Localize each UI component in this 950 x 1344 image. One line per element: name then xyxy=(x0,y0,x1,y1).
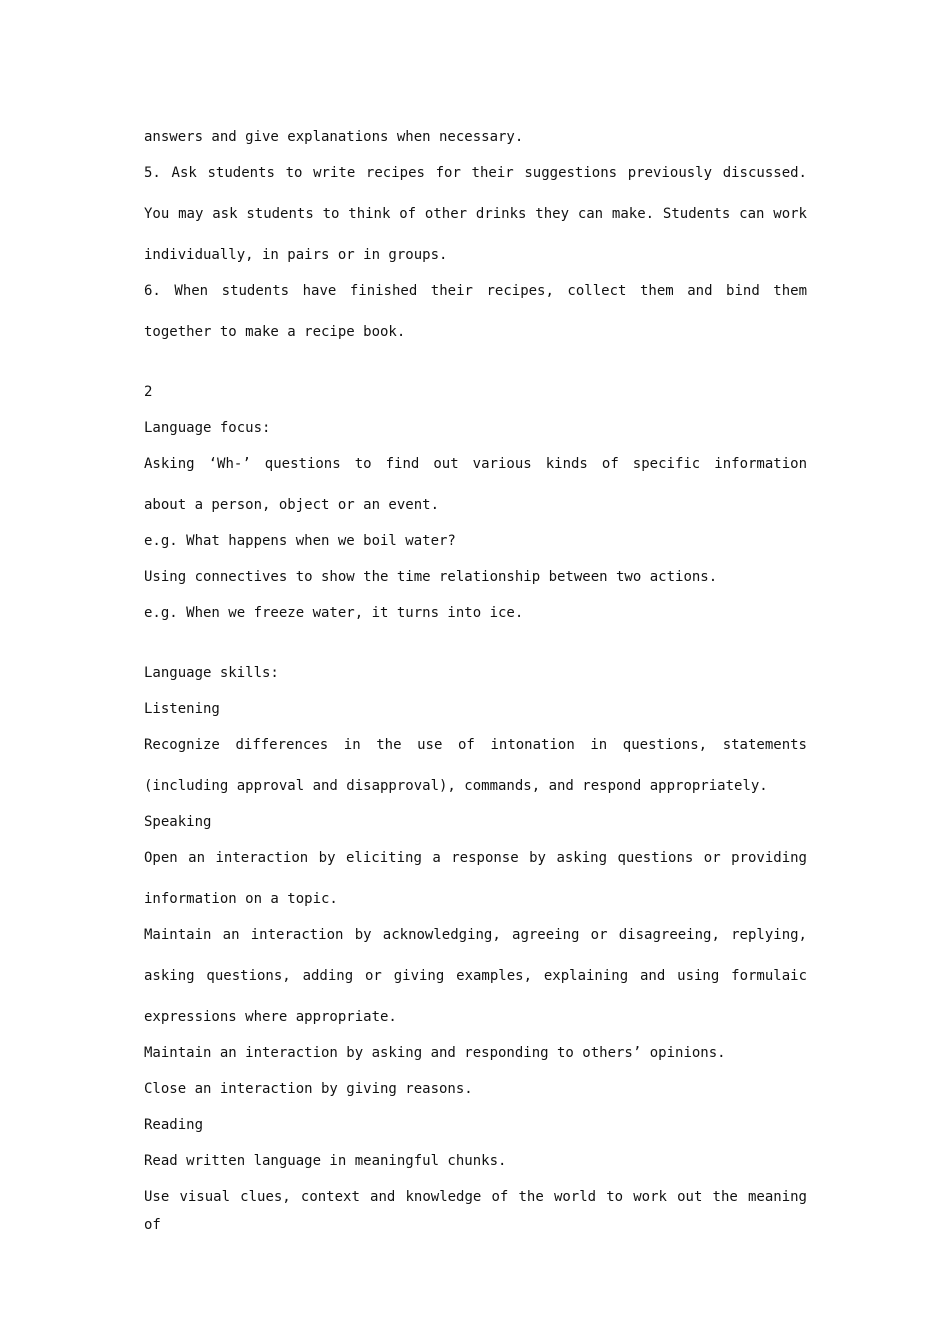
text-line: Use visual clues, context and knowledge of the world to work out the meaning of xyxy=(144,1189,807,1233)
text-line: Using connectives to show the time relationship between two actions. xyxy=(144,569,718,585)
paragraph-gap xyxy=(144,354,807,378)
text-line: answers and give explanations when necessary. xyxy=(144,129,524,145)
text-line: expressions where appropriate. xyxy=(144,1009,397,1025)
text-line: You may ask students to think of other drinks they can make. Students can work xyxy=(144,206,807,222)
text-line: Open an interaction by eliciting a response by asking questions or providing xyxy=(144,850,807,866)
subsection-heading: Listening xyxy=(144,701,220,717)
text-line: Close an interaction by giving reasons. xyxy=(144,1081,473,1097)
text-line: Maintain an interaction by asking and responding to others’ opinions. xyxy=(144,1045,726,1061)
section-number: 2 xyxy=(144,384,153,400)
section-heading: Language skills: xyxy=(144,665,279,681)
subsection-heading: Speaking xyxy=(144,814,212,830)
text-line: 6. When students have finished their recipes, collect them and bind them xyxy=(144,283,807,299)
text-line: together to make a recipe book. xyxy=(144,324,406,340)
text-line: asking questions, adding or giving examples, explaining and using formulaic xyxy=(144,968,807,984)
subsection-heading: Reading xyxy=(144,1117,204,1133)
text-line: information on a topic. xyxy=(144,891,338,907)
text-line: Read written language in meaningful chunks. xyxy=(144,1153,507,1169)
document-body xyxy=(144,123,807,1233)
text-line: e.g. When we freeze water, it turns into ice. xyxy=(144,605,524,621)
text-line: about a person, object or an event. xyxy=(144,497,440,513)
text-line: e.g. What happens when we boil water? xyxy=(144,533,456,549)
text-line: individually, in pairs or in groups. xyxy=(144,247,448,263)
paragraph-gap xyxy=(144,635,807,659)
text-line: (including approval and disapproval), commands, and respond appropriately. xyxy=(144,778,768,794)
text-line: Asking ‘Wh-’ questions to find out various kinds of specific information xyxy=(144,456,807,472)
text-line: Maintain an interaction by acknowledging, agreeing or disagreeing, replying, xyxy=(144,927,807,943)
text-line: Recognize differences in the use of intonation in questions, statements xyxy=(144,737,807,753)
text-line: 5. Ask students to write recipes for their suggestions previously discussed. xyxy=(144,165,807,181)
section-heading: Language focus: xyxy=(144,420,271,436)
